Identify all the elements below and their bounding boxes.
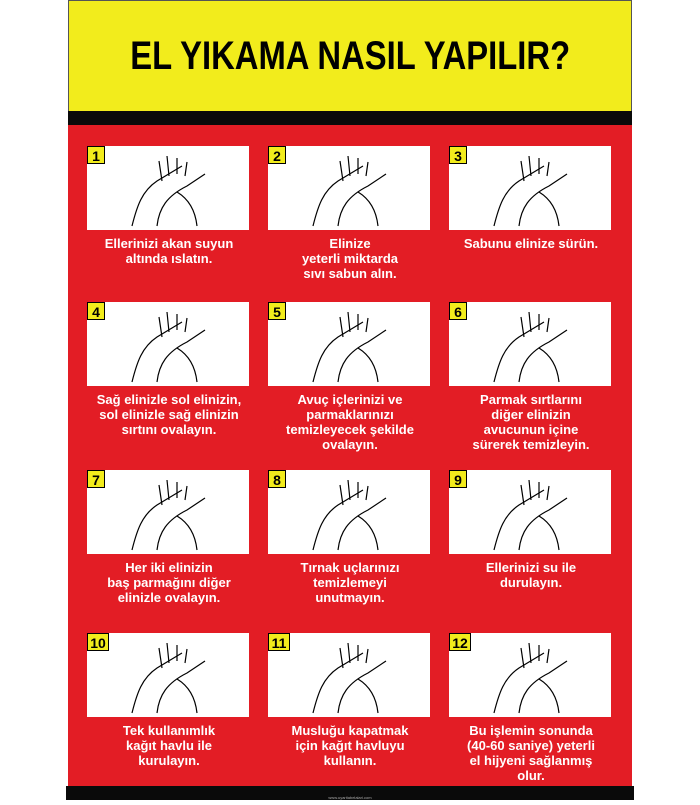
- step-number: 2: [268, 146, 286, 164]
- step-10: [87, 633, 251, 768]
- footer-url: www.uyaritabelalari.com: [328, 795, 372, 800]
- step-1: [87, 146, 251, 266]
- step-8: [268, 470, 432, 605]
- step-9: [449, 470, 613, 590]
- step-caption: Ellerinizi su ile durulayın.: [485, 560, 577, 590]
- step-caption: Bu işlemin sonunda (40-60 saniye) yeterli el hijyeni sağlanmış olur.: [467, 723, 595, 783]
- step-illustration: [268, 146, 430, 230]
- hands-icon: [87, 146, 249, 230]
- hands-icon: [449, 146, 611, 230]
- hands-icon: [87, 302, 249, 386]
- step-illustration: [449, 470, 611, 554]
- hands-icon: [268, 633, 430, 717]
- step-number: 9: [449, 470, 467, 488]
- step-caption: Her iki elinizin baş parmağını diğer elinizle ovalayın.: [107, 560, 231, 605]
- hands-icon: [268, 470, 430, 554]
- step-illustration: [449, 302, 611, 386]
- step-illustration: [268, 302, 430, 386]
- step-number: 11: [268, 633, 290, 651]
- hands-icon: [268, 146, 430, 230]
- hands-icon: [449, 633, 611, 717]
- step-11: [268, 633, 432, 768]
- header: [68, 0, 632, 112]
- step-number: 6: [449, 302, 467, 320]
- step-6: [449, 302, 613, 452]
- step-illustration: [87, 470, 249, 554]
- step-number: 4: [87, 302, 105, 320]
- step-number: 12: [449, 633, 471, 651]
- step-caption: Musluğu kapatmak için kağıt havluyu kullanın.: [291, 723, 409, 768]
- step-number: 1: [87, 146, 105, 164]
- step-12: [449, 633, 613, 783]
- step-caption: Tek kullanımlık kağıt havlu ile kurulayın.: [122, 723, 216, 768]
- hands-icon: [449, 302, 611, 386]
- footer: [66, 786, 634, 800]
- step-illustration: [87, 302, 249, 386]
- step-illustration: [87, 633, 249, 717]
- step-illustration: [268, 470, 430, 554]
- step-caption: Tırnak uçlarınızı temizlemeyi unutmayın.: [300, 560, 400, 605]
- step-caption: Elinize yeterli miktarda sıvı sabun alın.: [301, 236, 399, 281]
- step-2: [268, 146, 432, 281]
- divider-band: [68, 111, 632, 125]
- step-3: [449, 146, 613, 251]
- step-number: 3: [449, 146, 467, 164]
- poster-title: EL YIKAMA NASIL YAPILIR?: [130, 33, 570, 78]
- step-illustration: [87, 146, 249, 230]
- hands-icon: [87, 470, 249, 554]
- step-caption: Sabunu elinize sürün.: [463, 236, 599, 251]
- step-number: 5: [268, 302, 286, 320]
- hands-icon: [449, 470, 611, 554]
- step-caption: Parmak sırtlarını diğer elinizin avucunun içine sürerek temizleyin.: [472, 392, 590, 452]
- hands-icon: [268, 302, 430, 386]
- hands-icon: [87, 633, 249, 717]
- step-7: [87, 470, 251, 605]
- step-caption: Sağ elinizle sol elinizin, sol elinizle sağ elinizin sırtını ovalayın.: [96, 392, 242, 437]
- step-illustration: [449, 146, 611, 230]
- step-5: [268, 302, 432, 452]
- step-number: 8: [268, 470, 286, 488]
- step-illustration: [268, 633, 430, 717]
- step-number: 10: [87, 633, 109, 651]
- step-caption: Avuç içlerinizi ve parmaklarınızı temizleyecek şekilde ovalayın.: [286, 392, 414, 452]
- step-caption: Ellerinizi akan suyun altında ıslatın.: [104, 236, 234, 266]
- step-4: [87, 302, 251, 437]
- step-illustration: [449, 633, 611, 717]
- step-number: 7: [87, 470, 105, 488]
